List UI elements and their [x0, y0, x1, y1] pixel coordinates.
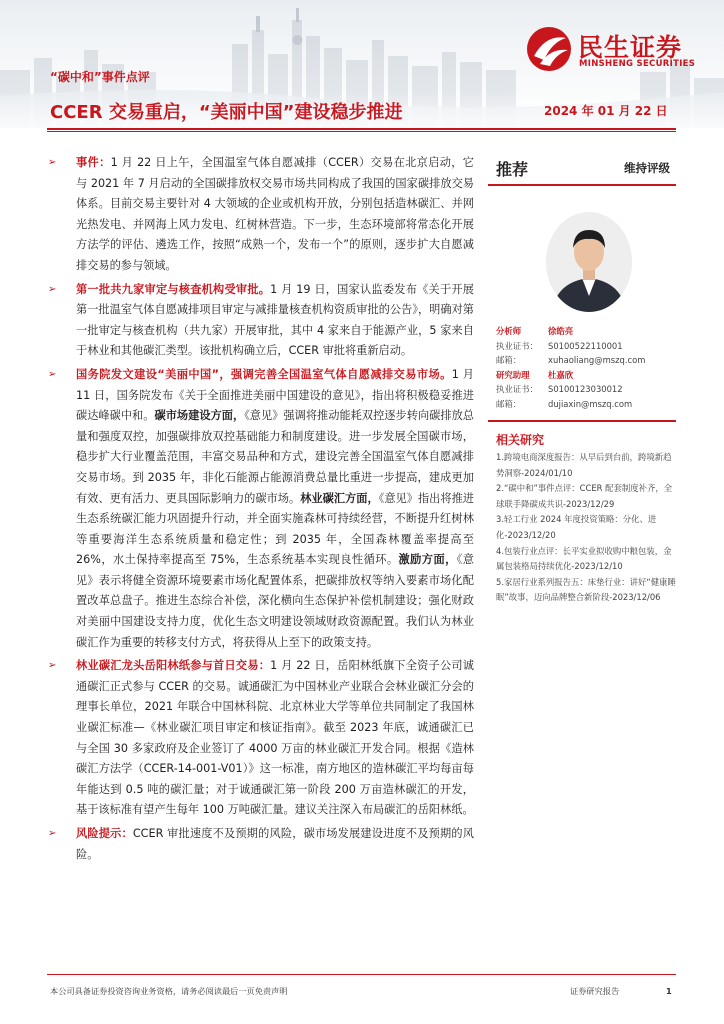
header-banner: [0, 0, 724, 128]
paragraph-text: CCER 审批速度不及预期的风险，碳市场发展建设进度不及预期的风险。: [76, 827, 474, 861]
assistant-cert-row: [496, 382, 676, 397]
analyst-info: [496, 324, 676, 412]
related-research-title: 相关研究: [496, 433, 545, 447]
paragraph-text: 1 月 22 日上午，全国温室气体自愿减排（CCER）交易在北京启动，它与 2021 年 7 月启动的全国碳排放权交易市场共同构成了我国的国家碳排放交易体系。目前交易主要针对 4 大领域的企业或机构开放，分别包括造林碳汇、并网光热发电、并网海上风力发电、红树林营造。下一步，生态环境部将常态化开展方法学的评估、遴选工作，按照“成熟一个，发布一个”的原则，逐步扩大自愿减排交易的参与领域。: [76, 156, 474, 272]
header-divider: [47, 128, 676, 130]
related-research-item[interactable]: 2.“碳中和”事件点评：CCER 配套制度补齐，全球联手降碳成共识-2023/12/29: [496, 483, 673, 509]
cert-number: S0100123030012: [548, 384, 623, 395]
rating-box: [488, 150, 676, 186]
paragraph-lead: 林业碳汇龙头岳阳林纸参与首日交易：: [76, 659, 271, 673]
paragraph-subhead: 碳市场建设方面，: [154, 409, 245, 423]
paragraph-lead: 风险提示：: [76, 827, 133, 840]
paragraph-lead: 第一批共九家审定与核查机构受审批。: [76, 282, 271, 296]
email-label: 邮箱：: [496, 355, 522, 366]
paragraph-subhead: 林业碳汇方面，: [300, 491, 379, 505]
footer-report-type: 证券研究报告: [570, 986, 620, 996]
rating-label: 推荐: [496, 160, 529, 179]
paragraph-subhead: 激励方面，: [398, 553, 457, 567]
related-research-item[interactable]: 5.家居行业系列报告五：床垫行业：讲好“健康睡眠”故事，迈向品牌整合新阶段-2023/12/06: [496, 576, 676, 603]
assistant-name: 杜嘉欣: [548, 369, 574, 380]
logo-mark-icon: [526, 26, 572, 72]
arrow-bullet-icon: ➢: [48, 157, 57, 168]
analyst-name: 徐皓亮: [548, 326, 574, 336]
assistant-role: 研究助理: [496, 369, 530, 380]
minsheng-logo: [526, 26, 704, 72]
report-title: CCER 交易重启，“美丽中国”建设稳步推进: [50, 102, 403, 123]
paragraph-text: 《意见》表示将健全资源环境要素市场化配置体系，把碳排放权等纳入要素市场化配置改革总盘子。推进生态综合补偿，深化横向生态保护补偿机制建设；强化财政对美丽中国建设支持力度，优化生态文明建设领域财政资源配置。我们认为林业碳汇作为重要的转移支付方式，将获得从上至下的政策支持。: [76, 553, 474, 649]
email-label: 邮箱：: [496, 398, 522, 409]
sidebar-divider: [488, 420, 676, 422]
report-series: “碳中和”事件点评: [50, 70, 150, 84]
analyst-name-row: [496, 324, 676, 339]
assistant-name-row: [496, 368, 676, 383]
page-number: 1: [666, 986, 672, 996]
cert-label: 执业证书：: [496, 340, 538, 351]
report-body: [48, 153, 474, 868]
analyst-cert-row: [496, 339, 676, 354]
analyst-portrait-image: [546, 212, 632, 312]
cert-number: S0100522110001: [548, 340, 623, 351]
arrow-bullet-icon: ➢: [48, 660, 57, 672]
analyst-photo: [546, 212, 632, 312]
paragraph-risk: [48, 824, 474, 865]
logo-chinese-text: 民生证券: [578, 33, 683, 62]
paragraph-text: 1 月 19 日，国家认监委发布《关于开展第一批温室气体自愿减排项目审定与减排量核查机构资质审批的公告》，明确对第一批审定与核查机构（共九家）开展审批，其中 4 家来自于能源产业，5 家来自于林业和其他碳汇类型。该批机构确立后，CCER 审批将重新启动。: [76, 282, 474, 358]
rating-action: 维持评级: [624, 161, 670, 175]
paragraph-event: [48, 153, 474, 277]
logo-english-text: MINSHENG SECURITIES: [579, 59, 696, 69]
related-research-item[interactable]: 3.轻工行业 2024 年度投资策略：分化、进化-2023/12/20: [496, 514, 657, 540]
paragraph-text: 1 月 22 日，岳阳林纸旗下全资子公司诚通碳汇正式参与 CCER 的交易。诚通碳汇为中国林业产业联合会林业碳汇分会的理事长单位，2021 年联合中国林科院、北京林业大学等单位共同制定了我国林业碳汇标准—《林业碳汇项目审定和核证指南》。截至 2023 年底，诚通碳汇已与全国 30 多家政府及企业签订了 4000 万亩的林业碳汇开发合同。根据《造林碳汇方法学（CCER-14-001-V01）》这一标准，南方地区的造林碳汇平均每亩每年能达到 0.5 吨的碳汇量；对于诚通碳汇第一阶段 200 万亩造林碳汇的开发，基于该标准有望产生每年 100 万吨碳汇量。建议关注深入布局碳汇的岳阳林纸。: [76, 659, 474, 817]
analyst-email-row: [496, 353, 676, 368]
email-link[interactable]: dujiaxin@mszq.com: [548, 398, 633, 409]
related-research-item[interactable]: 4.包装行业点评：长平实业拟收购中粮包装，金属包装格局持续优化-2023/12/10: [496, 545, 672, 572]
paragraph-lead: 事件：: [76, 156, 111, 169]
related-research-item[interactable]: 1.跨境电商深度报告：从早后到台前，跨境新趋势洞察-2024/01/10: [496, 452, 672, 478]
paragraph-text: 《意见》指出将推进生态系统碳汇能力巩固提升行动，并全面实施森林可持续经营，不断提升红树林等重要海洋生态系统质量和稳定性；到 2035 年，全国森林覆盖率提高至 26%，水土保持率提高至 75%，生态系统基本实现良性循环。: [76, 491, 474, 567]
footer-disclaimer: 本公司具备证券投资咨询业务资格，请务必阅读最后一页免责声明: [50, 986, 288, 996]
paragraph-state-council: [48, 365, 474, 653]
paragraph-text: 《意见》强调将推动能耗双控逐步转向碳排放总量和强度双控，加强碳排放双控基础能力和制度建设。进一步发展全国碳市场，稳步扩大行业覆盖范围，丰富交易品种和方式，建设完善全国温室气体自愿减排交易市场。到 2035 年，非化石能源占能源消费总量比重进一步提高，建成更加有效、更有活力、更具国际影响力的碳市场。: [76, 409, 474, 505]
arrow-bullet-icon: ➢: [48, 368, 57, 380]
sidebar: [488, 150, 676, 603]
analyst-role: 分析师: [496, 326, 522, 336]
report-date: 2024 年 01 月 22 日: [544, 104, 668, 118]
paragraph-institutions: [48, 280, 474, 362]
related-research-list: [496, 450, 676, 606]
paragraph-lead: 国务院发文建设“美丽中国”，强调完善全国温室气体自愿减排交易市场。: [76, 367, 452, 381]
header-divider-thin: [47, 131, 676, 132]
arrow-bullet-icon: ➢: [48, 283, 57, 295]
paragraph-text: 1 月 11 日，国务院发布《关于全面推进美丽中国建设的意见》，指出将积极稳妥推进碳达峰碳中和。: [76, 367, 474, 423]
email-link[interactable]: xuhaoliang@mszq.com: [548, 355, 646, 366]
footer-divider: [47, 974, 676, 975]
arrow-bullet-icon: ➢: [48, 828, 57, 839]
assistant-email-row: [496, 397, 676, 412]
paragraph-yueyang: [48, 656, 474, 821]
cert-label: 执业证书：: [496, 384, 538, 395]
